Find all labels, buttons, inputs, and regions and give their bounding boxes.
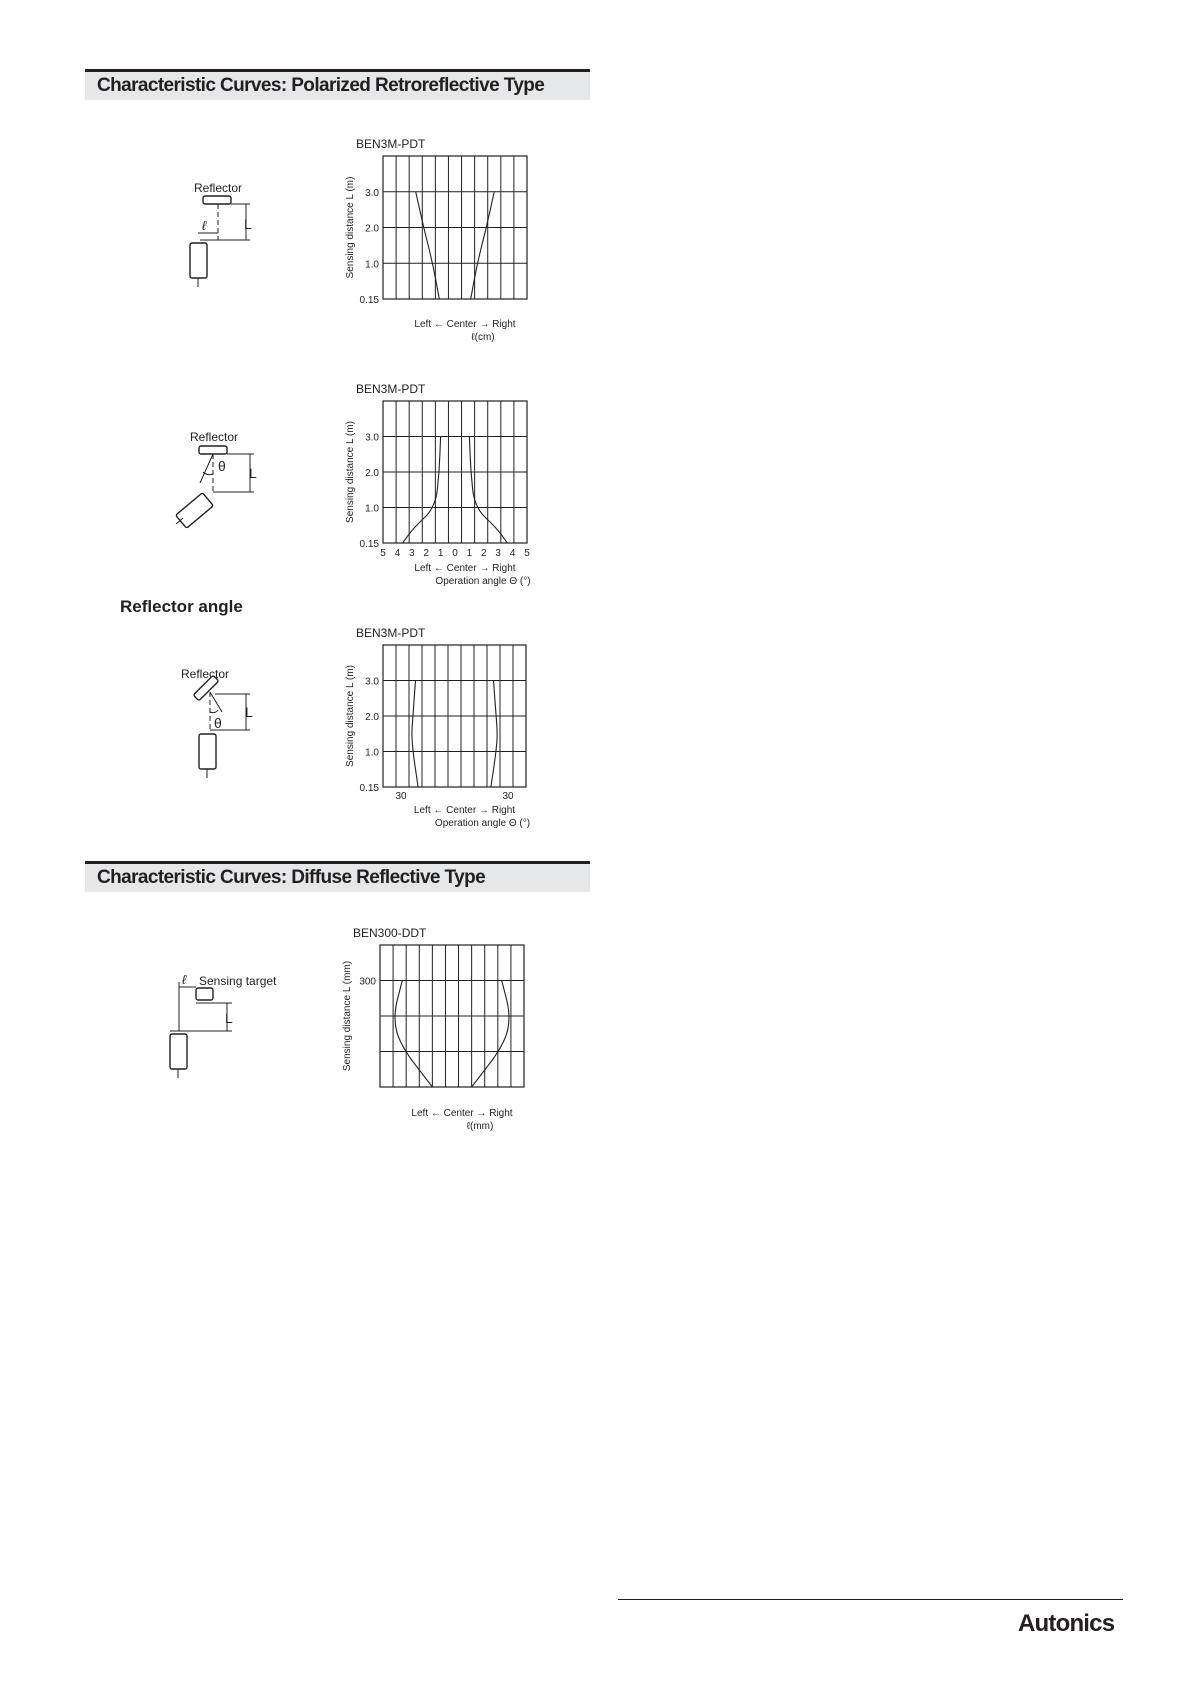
y-tick-label: 1.0: [365, 503, 379, 515]
x-tick-label: 30: [502, 791, 514, 802]
x-tick-label: 30: [395, 791, 407, 802]
y-axis-label: Sensing distance L (m): [345, 176, 356, 279]
sensor-icon: [190, 243, 207, 278]
x-tick-label: 2: [481, 548, 487, 559]
y-tick-label: 3.0: [365, 187, 379, 199]
angle-symbol: θ: [218, 458, 226, 474]
x-tick-label: 3: [409, 548, 415, 559]
sensor-icon: [199, 734, 216, 769]
y-axis-label: Sensing distance L (m): [345, 665, 356, 767]
x-tick-label: 1: [466, 548, 473, 559]
chart-title: BEN3M-PDT: [356, 137, 426, 151]
x-axis-label: Left ← Center → Right: [414, 563, 516, 574]
chart-operation-angle-ben3m-pdt: [345, 382, 531, 587]
series-line-left: [395, 981, 432, 1088]
distance-symbol: L: [225, 1010, 233, 1026]
y-tick-label: 3.0: [365, 432, 379, 444]
brand-logo: Autonics: [1018, 1610, 1115, 1637]
x-tick-label: 4: [394, 548, 401, 559]
offset-symbol: ℓ: [182, 972, 187, 987]
chart-title: BEN3M-PDT: [356, 626, 426, 640]
chart-reflector-angle-ben3m-pdt: [345, 626, 530, 829]
offset-symbol: ℓ: [202, 218, 207, 233]
x-tick-label: 1: [437, 548, 444, 559]
y-tick-label: 2.0: [365, 468, 379, 479]
x-axis-unit-label: Operation angle Θ (°): [435, 576, 531, 587]
y-tick-label: 300: [359, 976, 376, 988]
sensing-target-label: Sensing target: [199, 974, 277, 988]
reflector-label: Reflector: [194, 181, 243, 195]
y-axis-label: Sensing distance L (mm): [342, 960, 353, 1072]
sensing-target-icon: [196, 988, 213, 1000]
operation-angle-diagram: [176, 430, 257, 528]
y-tick-label: 3.0: [365, 676, 379, 688]
chart-title: BEN3M-PDT: [356, 382, 426, 396]
series-line-right: [491, 681, 497, 788]
x-tick-label: 5: [524, 548, 530, 559]
reflector-angle-heading: Reflector angle: [120, 597, 243, 616]
x-tick-label: 2: [423, 548, 429, 559]
y-tick-label: 2.0: [365, 223, 379, 235]
y-tick-label: 1.0: [365, 259, 379, 271]
chart-offset-ben300-ddt: [342, 926, 524, 1132]
series-line-left: [412, 681, 418, 788]
angle-arc: [210, 710, 218, 713]
y-tick-label: 0.15: [359, 783, 379, 794]
distance-symbol: L: [244, 216, 252, 232]
reflector-icon: [203, 196, 231, 204]
x-axis-unit-label: ℓ(mm): [466, 1121, 494, 1132]
reflector-label: Reflector: [181, 667, 230, 681]
section-title: Characteristic Curves: Polarized Retroreflective Type: [97, 75, 545, 96]
y-tick-label: 1.0: [365, 747, 379, 759]
x-tick-label: 4: [509, 548, 516, 559]
sensing-target-diagram: [170, 972, 277, 1078]
x-axis-label: Left ← Center → Right: [411, 1108, 513, 1119]
x-tick-label: 0: [452, 548, 458, 559]
y-tick-label: 0.15: [359, 295, 379, 306]
beam-line: [200, 454, 213, 483]
x-axis-unit-label: Operation angle Θ (°): [434, 818, 531, 829]
x-tick-label: 3: [495, 548, 501, 559]
x-tick-label: 5: [380, 548, 386, 559]
footer-rule: [618, 1599, 1123, 1600]
chart-offset-ben3m-pdt: [345, 137, 527, 343]
series-line-right: [472, 981, 509, 1088]
normal-line: [210, 692, 222, 712]
chart-title: BEN300-DDT: [353, 926, 427, 940]
section-title: Characteristic Curves: Diffuse Reflective Type: [97, 867, 486, 888]
sensor-icon: [176, 493, 214, 529]
y-tick-label: 0.15: [359, 539, 379, 550]
distance-symbol: L: [249, 465, 257, 481]
x-axis-label: Left ← Center → Right: [414, 319, 516, 330]
reflector-icon: [199, 446, 227, 454]
y-tick-label: 2.0: [365, 712, 379, 723]
reflector-angle-diagram: [181, 667, 253, 778]
reflector-label: Reflector: [190, 430, 239, 444]
x-axis-unit-label: ℓ(cm): [471, 332, 495, 343]
reflector-offset-diagram: [190, 181, 252, 287]
distance-symbol: L: [245, 704, 253, 720]
x-axis-label: Left ← Center → Right: [413, 805, 516, 816]
sensor-icon: [170, 1034, 187, 1069]
y-axis-label: Sensing distance L (m): [345, 421, 356, 523]
angle-symbol: θ: [214, 715, 222, 731]
